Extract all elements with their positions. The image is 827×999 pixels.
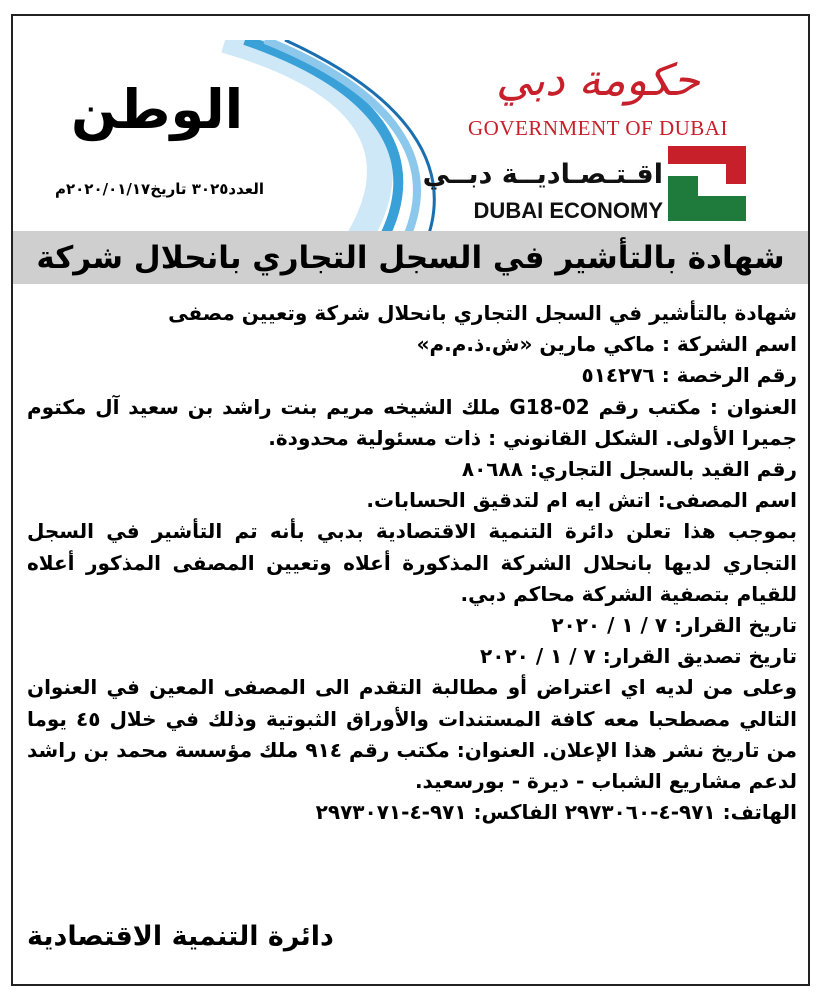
department-english-name: DUBAI ECONOMY (473, 198, 663, 223)
title-banner (13, 231, 808, 284)
body-line: بموجب هذا تعلن دائرة التنمية الاقتصادية بدبي بأنه تم التأشير في السجل التجاري لديها بانحلال الشركة المذكورة أعلاه وتعيين المصفى المذكور أعلاه للقيام بتصفية الشركة محاكم دبي. (27, 519, 797, 606)
advertisement-frame (11, 14, 810, 986)
government-english-logo: GOVERNMENT OF DUBAI (468, 116, 728, 140)
body-line: رقم القيد بالسجل التجاري: ٨٠٦٨٨ (461, 457, 797, 482)
body-line: اسم الشركة : ماكي مارين «ش.ذ.م.م» (416, 332, 797, 357)
body-line: تاريخ تصديق القرار: ٧ / ١ / ٢٠٢٠ (480, 644, 797, 669)
body-line: الهاتف: ٩٧١-٤-٢٩٧٣٠٦٠ الفاكس: ٩٧١-٤-٢٩٧٣٠٧١ (315, 800, 797, 825)
body-line: وعلى من لديه اي اعتراض أو مطالبة التقدم الى المصفى المعين في العنوان التالي مصطحبا معه كافة المستندات والأوراق الثبوتية وذلك في خلال ٤٥ يوما من تاريخ نشر هذا الإعلان. العنوان: مكتب رقم ٩١٤ ملك مؤسسة محمد بن راشد لدعم مشاريع الشباب - ديرة - بورسعيد. (27, 675, 797, 794)
issue-date: العدد٣٠٢٥ تاريخ٢٠٢٠/٠١/١٧م (55, 180, 265, 198)
body-line: شهادة بالتأشير في السجل التجاري بانحلال شركة وتعيين مصفى (168, 301, 797, 325)
footer-signature: دائرة التنمية الاقتصادية (27, 921, 334, 952)
department-arabic-name: اقـتـصـاديــة دبــي (422, 159, 663, 190)
body-line: رقم الرخصة : ٥١٤٢٧٦ (581, 363, 797, 388)
body-line: اسم المصفى: اتش ايه ام لتدقيق الحسابات. (366, 488, 797, 513)
body-line: تاريخ القرار: ٧ / ١ / ٢٠٢٠ (551, 613, 797, 638)
newspaper-name: الوطن (71, 78, 244, 141)
notice-body (27, 298, 797, 828)
government-arabic-logo: حكومة دبي (496, 55, 700, 106)
notice-title: شهادة بالتأشير في السجل التجاري بانحلال شركة (36, 239, 785, 276)
dubai-economy-logo-icon (668, 146, 746, 221)
body-line: العنوان : مكتب رقم G18-02 ملك الشيخه مريم بنت راشد بن سعيد آل مكتوم جميرا الأولى. الشكل القانوني : ذات مسئولية محدودة. (27, 394, 798, 450)
newspaper-masthead (35, 40, 315, 230)
